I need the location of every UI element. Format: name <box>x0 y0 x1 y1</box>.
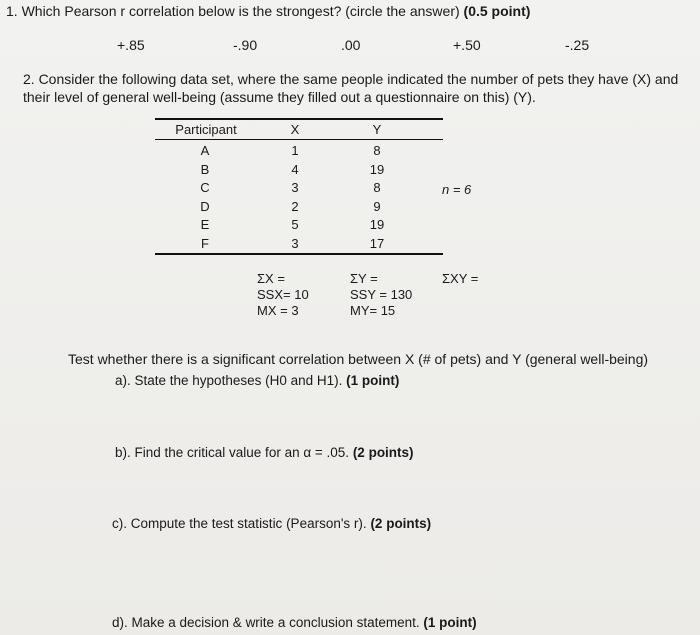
cell-y: 8 <box>373 143 381 158</box>
part-c-points: (2 points) <box>370 516 432 531</box>
cell-participant: B <box>200 161 210 177</box>
option-4[interactable]: +.50 <box>453 37 481 53</box>
cell-x: 3 <box>291 235 299 251</box>
question-2-line-2: their level of general well-being (assume they filled out a questionnaire on this) (Y). <box>23 89 536 105</box>
table-header-rule <box>155 139 443 140</box>
question-3-text: Test whether there is a significant correlation between X (# of pets) and Y (general well-being) <box>68 351 649 367</box>
question-2-line-1: 2. Consider the following data set, where the same people indicated the number of pets they have (X) and <box>23 71 679 87</box>
part-b <box>115 445 414 460</box>
header-x: X <box>290 122 300 137</box>
sample-size: n = 6 <box>442 182 472 197</box>
table-bottom-rule <box>155 253 443 255</box>
header-y: Y <box>372 122 382 137</box>
cell-x: 4 <box>291 161 299 177</box>
part-a <box>115 373 399 388</box>
cell-y: 17 <box>369 235 385 251</box>
part-b-points: (2 points) <box>352 445 414 460</box>
cell-participant: C <box>200 180 210 195</box>
part-d-text: d). Make a decision & write a conclusion statement. <box>112 615 420 630</box>
option-1[interactable]: +.85 <box>117 37 145 53</box>
header-participant: Participant <box>175 122 237 137</box>
ss-y: SSY = 130 <box>350 287 413 302</box>
cell-participant: A <box>200 143 210 158</box>
question-2-intro <box>23 70 698 106</box>
cell-x: 2 <box>291 198 299 214</box>
part-c <box>112 516 431 531</box>
cell-y: 19 <box>369 161 385 177</box>
question-1-text: 1. Which Pearson r correlation below is the strongest? (circle the answer) <box>6 3 460 19</box>
part-d <box>112 615 477 630</box>
cell-x: 5 <box>291 217 299 232</box>
sum-x: ΣX = <box>257 271 285 286</box>
option-3[interactable]: .00 <box>341 37 361 53</box>
sum-y: ΣY = <box>350 271 378 286</box>
sum-xy: ΣXY = <box>442 271 479 286</box>
mean-y: MY= 15 <box>350 303 396 318</box>
cell-y: 8 <box>373 180 381 195</box>
question-1-points: (0.5 point) <box>463 3 531 19</box>
cell-participant: E <box>200 217 210 232</box>
cell-x: 1 <box>291 143 299 158</box>
ss-x: SSX= 10 <box>257 287 309 302</box>
cell-x: 3 <box>291 180 299 195</box>
table-top-rule <box>155 118 443 120</box>
cell-participant: D <box>200 198 210 214</box>
cell-y: 19 <box>369 217 385 232</box>
part-c-text: c). Compute the test statistic (Pearson's r). <box>112 516 367 531</box>
question-1 <box>6 3 530 19</box>
y-summary <box>350 271 412 319</box>
cell-participant: F <box>201 235 209 251</box>
cell-y: 9 <box>373 198 381 214</box>
option-5[interactable]: -.25 <box>565 37 590 53</box>
part-a-points: (1 point) <box>346 373 400 388</box>
part-a-text: a). State the hypotheses (H0 and H1). <box>115 373 343 388</box>
part-d-points: (1 point) <box>423 615 477 630</box>
mean-x: MX = 3 <box>257 303 299 318</box>
option-2[interactable]: -.90 <box>233 37 258 53</box>
x-summary <box>257 271 309 319</box>
part-b-text: b). Find the critical value for an α = .05. <box>115 445 350 460</box>
